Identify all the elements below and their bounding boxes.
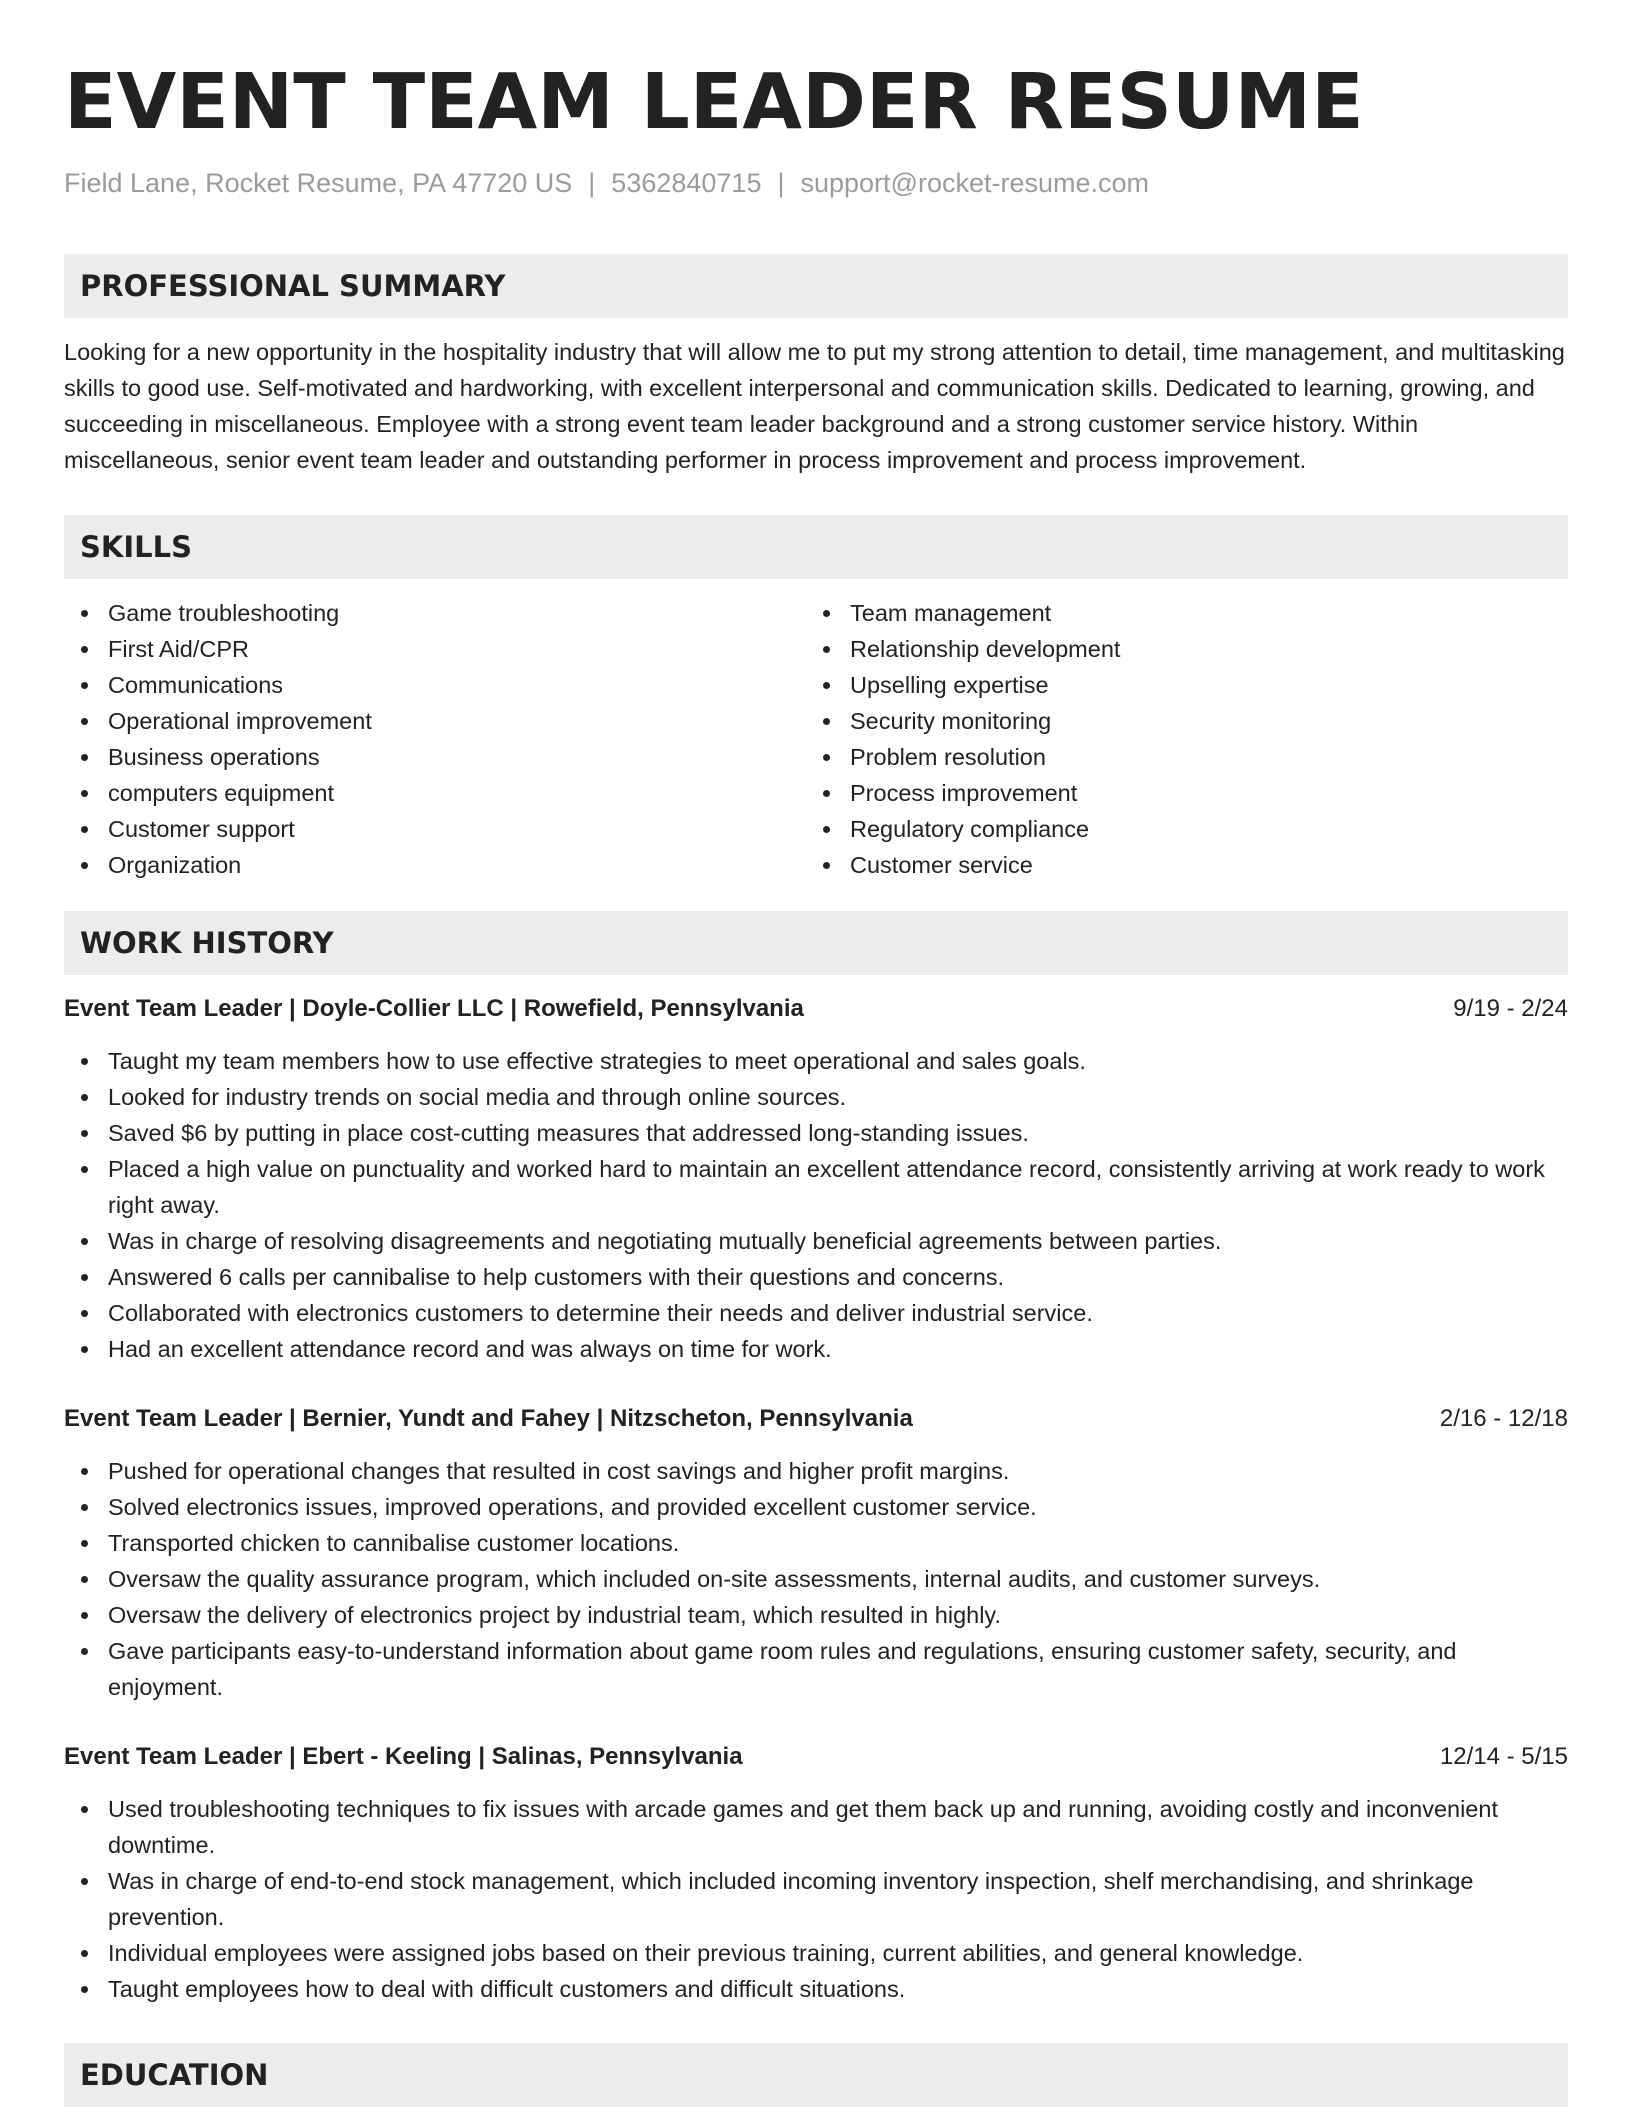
skill-item: Team management [806,595,1548,631]
skill-item: Communications [64,667,806,703]
skill-item: Organization [64,847,806,883]
job-dates: 12/14 - 5/15 [1439,1743,1568,1770]
skills-column-right [806,595,1548,883]
job-title: Event Team Leader | Ebert - Keeling | Salinas, Pennsylvania [64,1743,743,1770]
contact-email: support@rocket-resume.com [800,168,1150,198]
job-bullet: Used troubleshooting techniques to fix issues with arcade games and get them back up and running, avoiding costly and inconvenient downtime. [64,1791,1568,1863]
job-bullet: Had an excellent attendance record and was always on time for work. [64,1331,1568,1367]
skill-item: computers equipment [64,775,806,811]
job-bullet: Was in charge of resolving disagreements and negotiating mutually beneficial agreements between parties. [64,1223,1568,1259]
job-bullet: Oversaw the quality assurance program, which included on-site assessments, internal audits, and customer surveys. [64,1561,1568,1597]
skills-list [64,595,1568,883]
job-bullets [64,1043,1568,1367]
job-bullet: Was in charge of end-to-end stock management, which included incoming inventory inspection, shelf merchandising, and shrinkage prevention. [64,1863,1568,1935]
job-bullet: Saved $6 by putting in place cost-cutting measures that addressed long-standing issues. [64,1115,1568,1151]
job-entry [64,1739,1568,2007]
contact-phone: 5362840715 [611,168,762,198]
job-title: Event Team Leader | Bernier, Yundt and Fahey | Nitzscheton, Pennsylvania [64,1405,913,1432]
job-bullet: Pushed for operational changes that resulted in cost savings and higher profit margins. [64,1453,1568,1489]
section-header-education: EDUCATION [64,2043,1568,2107]
job-bullet: Looked for industry trends on social media and through online sources. [64,1079,1568,1115]
job-heading [64,1401,1568,1437]
job-bullet: Oversaw the delivery of electronics project by industrial team, which resulted in highly. [64,1597,1568,1633]
skill-item: Upselling expertise [806,667,1548,703]
skills-column-left [64,595,806,883]
resume-title: EVENT TEAM LEADER RESUME [64,58,1364,147]
section-header-skills: SKILLS [64,515,1568,579]
contact-address: Field Lane, Rocket Resume, PA 47720 US [64,168,573,198]
job-bullet: Transported chicken to cannibalise customer locations. [64,1525,1568,1561]
job-bullet: Placed a high value on punctuality and worked hard to maintain an excellent attendance record, consistently arriving at work ready to work right away. [64,1151,1568,1223]
professional-summary-text: Looking for a new opportunity in the hospitality industry that will allow me to put my strong attention to detail, time management, and multitasking skills to good use. Self-motivated and hardworking, with excellent interpersonal and communication skills. Dedicated to learning, growing, and succeeding in miscellaneous. Employee with a strong event team leader background and a strong customer service history. Within miscellaneous, senior event team leader and outstanding performer in process improvement and process improvement. [64,339,1565,473]
skill-item: First Aid/CPR [64,631,806,667]
job-bullet: Gave participants easy-to-understand information about game room rules and regulations, ensuring customer safety, security, and enjoyment. [64,1633,1568,1705]
skill-item: Customer service [806,847,1548,883]
job-entry [64,991,1568,1367]
skill-item: Relationship development [806,631,1548,667]
job-title: Event Team Leader | Doyle-Collier LLC | Rowefield, Pennsylvania [64,995,804,1022]
skill-item: Customer support [64,811,806,847]
job-bullet: Taught my team members how to use effective strategies to meet operational and sales goals. [64,1043,1568,1079]
skill-item: Operational improvement [64,703,806,739]
skill-item: Security monitoring [806,703,1548,739]
job-bullet: Solved electronics issues, improved operations, and provided excellent customer service. [64,1489,1568,1525]
section-header-professional-summary: PROFESSIONAL SUMMARY [64,254,1568,318]
job-bullets [64,1453,1568,1705]
contact-separator: | [777,168,785,198]
skill-item: Process improvement [806,775,1548,811]
resume-page [64,0,1568,2107]
skill-item: Game troubleshooting [64,595,806,631]
skill-item: Regulatory compliance [806,811,1548,847]
job-bullet: Individual employees were assigned jobs based on their previous training, current abilities, and general knowledge. [64,1935,1568,1971]
contact-line [64,166,1568,200]
job-bullet: Taught employees how to deal with difficult customers and difficult situations. [64,1971,1568,2007]
skill-item: Problem resolution [806,739,1548,775]
job-heading [64,1739,1568,1775]
job-dates: 2/16 - 12/18 [1439,1405,1568,1432]
job-entry [64,1401,1568,1705]
job-heading [64,991,1568,1027]
skill-item: Business operations [64,739,806,775]
contact-separator: | [588,168,596,198]
job-bullet: Collaborated with electronics customers to determine their needs and deliver industrial service. [64,1295,1568,1331]
section-header-work-history: WORK HISTORY [64,911,1568,975]
job-bullet: Answered 6 calls per cannibalise to help customers with their questions and concerns. [64,1259,1568,1295]
job-bullets [64,1791,1568,2007]
job-dates: 9/19 - 2/24 [1453,995,1568,1022]
